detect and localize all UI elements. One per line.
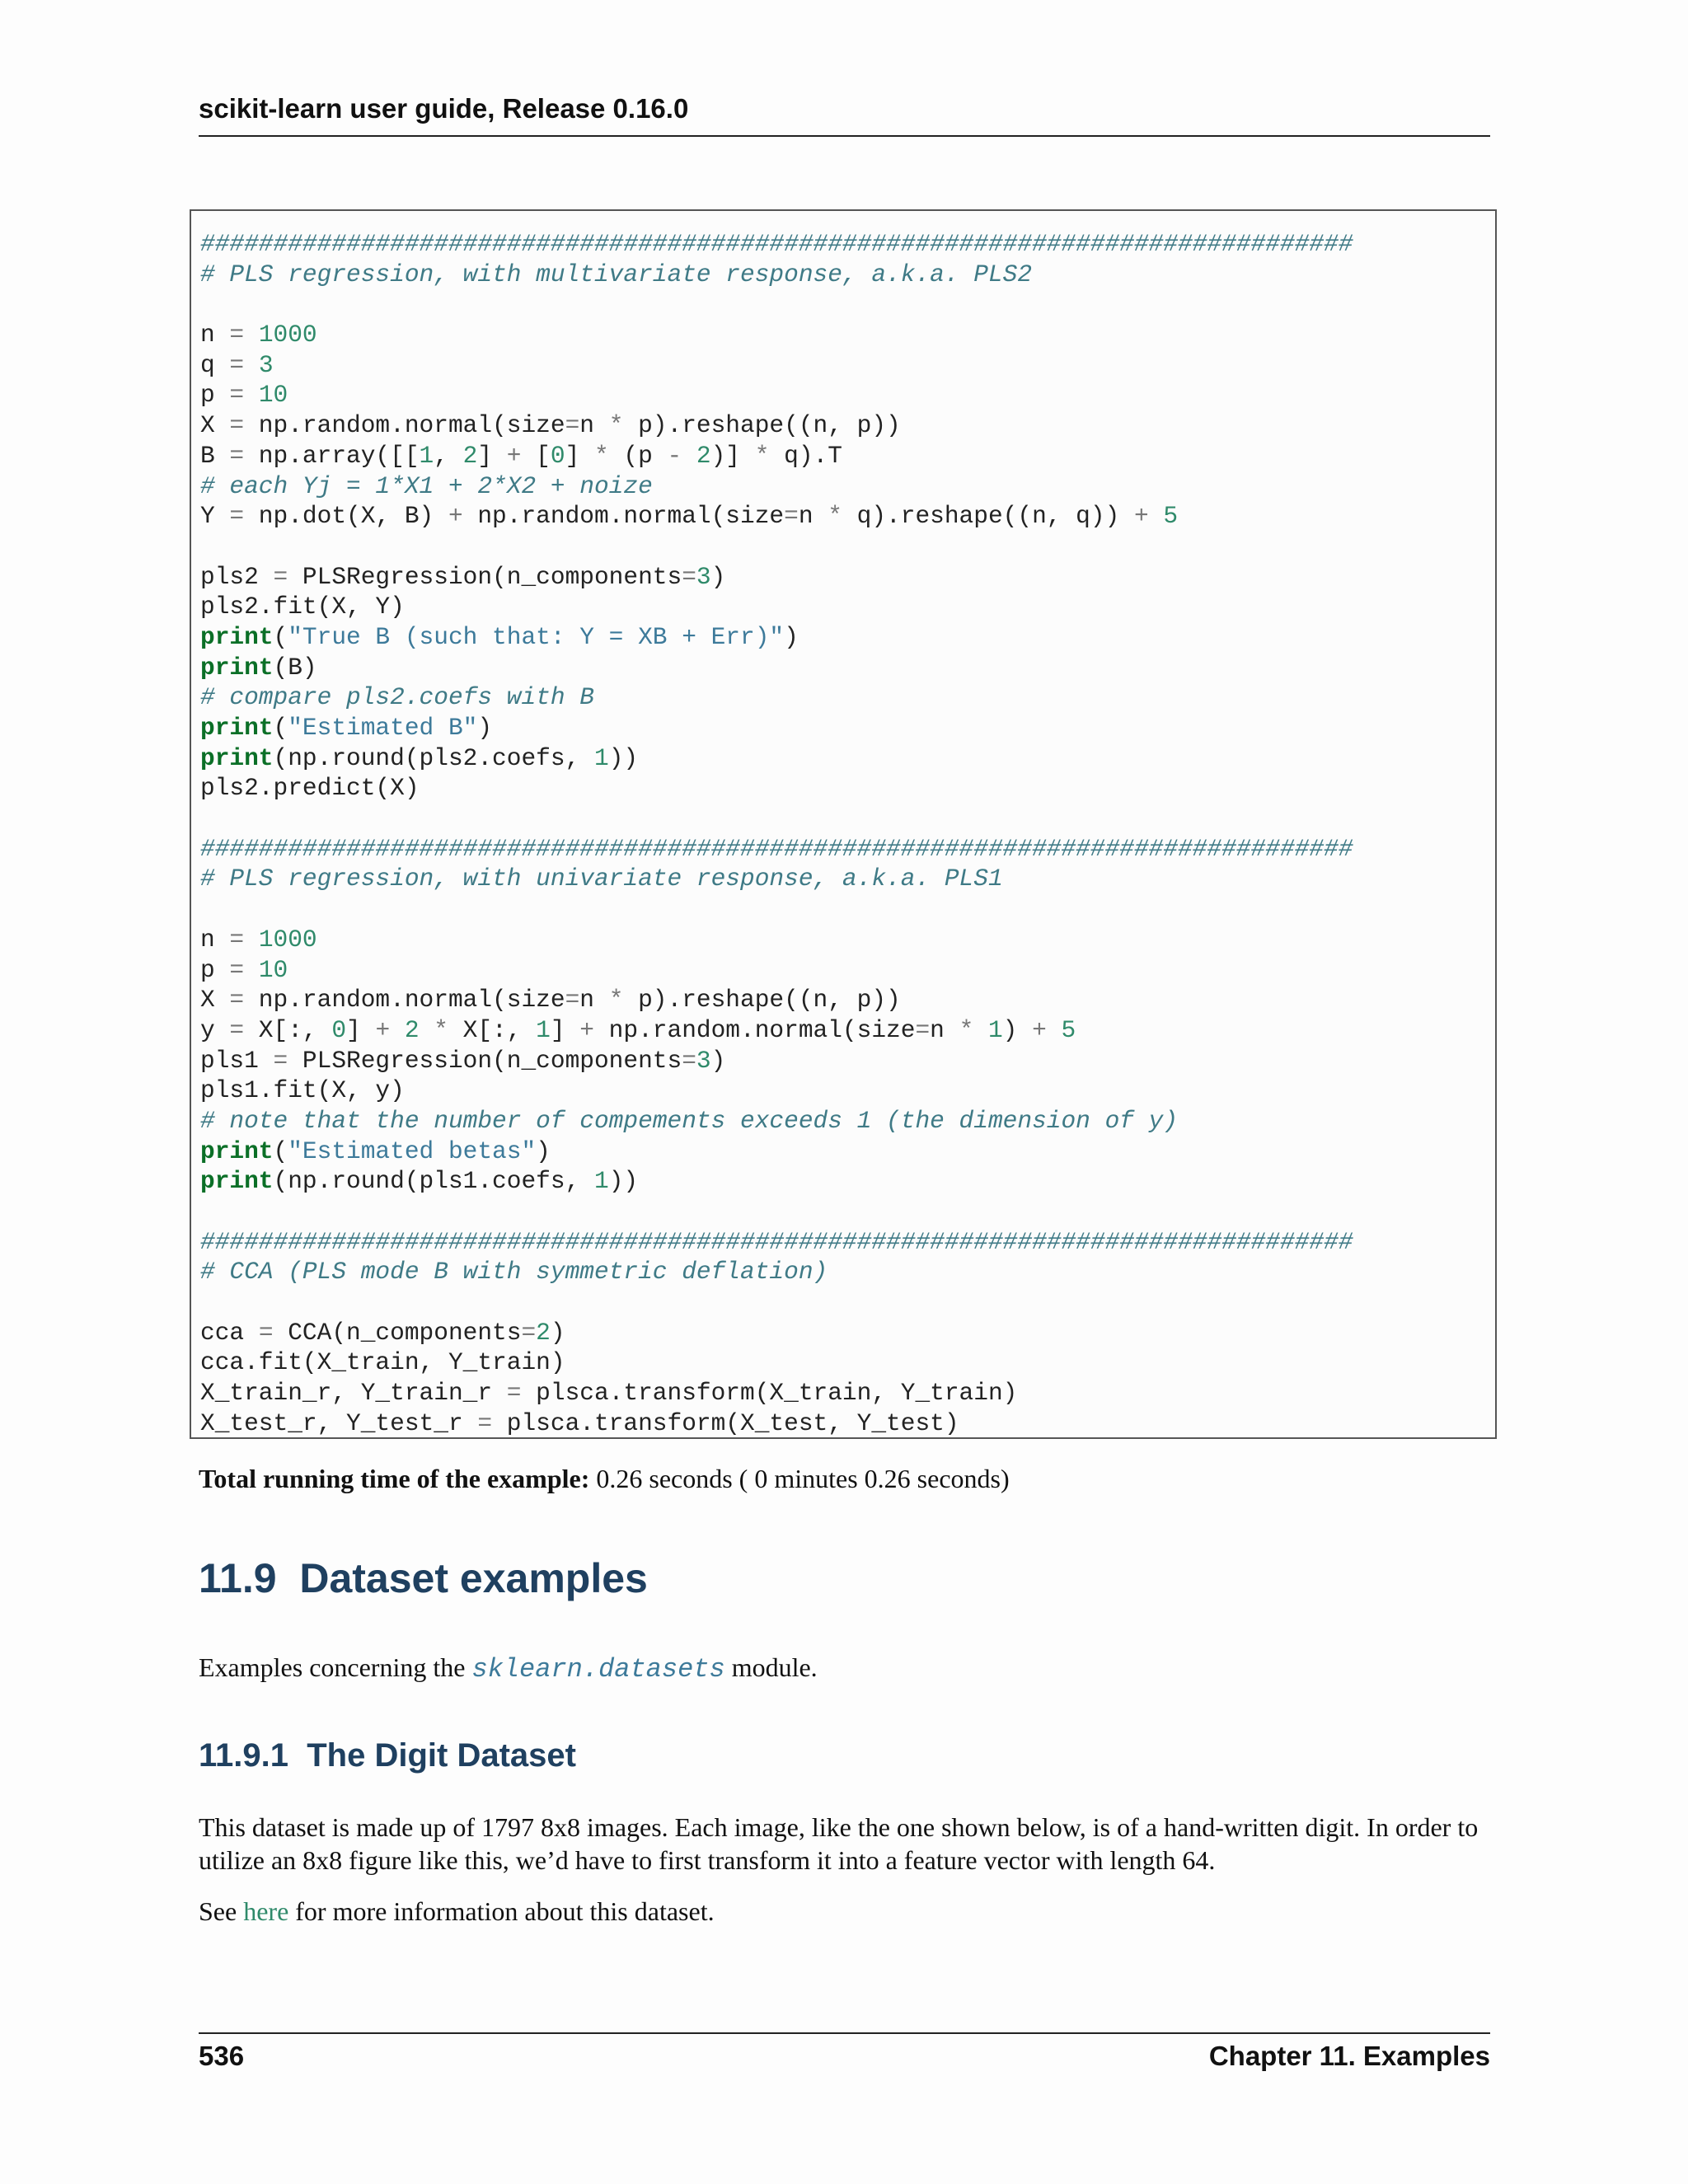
- code-token: "True B (such that: Y = XB + Err)": [288, 622, 785, 651]
- here-link[interactable]: here: [243, 1896, 289, 1926]
- section-intro-before: Examples concerning the: [199, 1652, 472, 1682]
- code-line: [200, 320, 1495, 350]
- code-block: [190, 209, 1497, 1439]
- code-line: [200, 592, 1495, 622]
- code-token: PLSRegression(n_components: [288, 562, 682, 591]
- code-line: [200, 804, 1495, 834]
- code-token: X: [200, 411, 230, 440]
- code-line: [200, 925, 1495, 955]
- runtime-note: [199, 1464, 1010, 1494]
- code-token: B: [200, 441, 230, 470]
- code-token: 3: [696, 562, 711, 591]
- code-token: +: [506, 441, 522, 470]
- code-line: [200, 1347, 1495, 1378]
- code-token: [1047, 1016, 1062, 1044]
- code-token: [420, 1016, 434, 1044]
- code-token: +: [1134, 502, 1149, 531]
- code-token: 5: [1061, 1015, 1076, 1044]
- code-token: *: [608, 411, 624, 440]
- code-token: -: [667, 441, 682, 470]
- code-token: X_test_r, Y_test_r: [200, 1408, 478, 1437]
- code-token: print: [200, 1137, 274, 1165]
- code-token: ]: [550, 1015, 580, 1044]
- code-token: 10: [258, 955, 288, 984]
- code-token: # PLS regression, with multivariate response, a.k.a. PLS2: [200, 260, 1033, 288]
- code-line: [200, 1106, 1495, 1137]
- code-token: =: [521, 1318, 537, 1347]
- code-token: cca.fit(X_train, Y_train): [200, 1348, 565, 1377]
- section-intro: [199, 1651, 1493, 1686]
- code-token: np.dot(X, B): [244, 502, 448, 531]
- code-token: X[:,: [244, 1015, 332, 1044]
- code-token: ]: [477, 441, 507, 470]
- subsection-title: The Digit Dataset: [307, 1737, 576, 1774]
- code-token: (p: [608, 441, 668, 470]
- code-listing: [200, 229, 1495, 1439]
- code-token: =: [477, 1408, 493, 1437]
- code-token: [973, 1016, 988, 1044]
- runtime-label: Total running time of the example:: [199, 1464, 590, 1493]
- code-token: p).reshape((n, p)): [623, 411, 901, 440]
- chapter-label: Chapter 11. Examples: [1208, 2041, 1490, 2071]
- code-token: [1149, 502, 1164, 530]
- code-token: =: [229, 925, 245, 954]
- code-token: np.random.normal(size: [462, 502, 785, 531]
- code-line: [200, 1137, 1495, 1167]
- code-token: q: [200, 350, 230, 379]
- code-token: "Estimated betas": [288, 1137, 537, 1165]
- code-token: ): [536, 1137, 551, 1165]
- code-token: =: [565, 986, 580, 1015]
- code-token: print: [200, 714, 274, 742]
- code-token: =: [915, 1015, 931, 1044]
- code-line: [200, 501, 1495, 532]
- code-token: n: [200, 321, 230, 349]
- code-line: [200, 350, 1495, 381]
- code-token: =: [682, 1046, 696, 1075]
- code-token: # compare pls2.coefs with B: [200, 683, 594, 712]
- code-token: X_train_r, Y_train_r: [200, 1379, 507, 1408]
- code-token: *: [434, 1015, 448, 1044]
- code-token: [244, 926, 259, 954]
- code-token: 0: [550, 441, 565, 470]
- code-token: # note that the number of compements exceeds 1 (the dimension of y): [200, 1106, 1179, 1135]
- code-token: Y: [200, 502, 230, 531]
- code-token: =: [258, 1318, 274, 1347]
- code-token: (: [273, 1137, 288, 1165]
- code-token: (np.round(pls2.coefs,: [273, 743, 594, 772]
- code-token: np.random.normal(size: [593, 1015, 916, 1044]
- code-token: (: [273, 714, 288, 742]
- code-line: [200, 1046, 1495, 1076]
- code-line: [200, 653, 1495, 683]
- code-token: ): [710, 562, 726, 591]
- section-number: 11.9: [199, 1555, 277, 1601]
- code-token: 3: [258, 350, 274, 379]
- subsection-number: 11.9.1: [199, 1737, 289, 1774]
- code-token: pls2.fit(X, Y): [200, 593, 405, 621]
- code-token: "Estimated B": [288, 714, 478, 742]
- code-line: [200, 260, 1495, 290]
- code-line: [200, 410, 1495, 441]
- code-token: )): [608, 1167, 639, 1196]
- code-token: 1: [593, 1167, 609, 1196]
- code-token: )]: [710, 441, 755, 470]
- subsection-heading: [199, 1737, 576, 1774]
- code-token: *: [959, 1015, 974, 1044]
- more-info-paragraph: [199, 1895, 1493, 1928]
- code-token: ###############################################################################: [200, 230, 1353, 258]
- code-token: print: [200, 743, 274, 772]
- code-token: (: [273, 622, 288, 651]
- code-token: [244, 381, 259, 409]
- code-token: 3: [696, 1046, 711, 1075]
- code-token: np.random.normal(size: [244, 986, 565, 1015]
- section-title: Dataset examples: [299, 1555, 648, 1601]
- code-token: =: [229, 350, 245, 379]
- code-token: p).reshape((n, p)): [623, 986, 901, 1015]
- code-token: n: [930, 1015, 959, 1044]
- code-token: pls2: [200, 562, 274, 591]
- code-token: n: [200, 925, 230, 954]
- code-token: q).reshape((n, q)): [842, 502, 1134, 531]
- code-token: [390, 1016, 405, 1044]
- code-line: [200, 1227, 1495, 1258]
- code-token: X: [200, 986, 230, 1015]
- code-token: +: [1032, 1015, 1047, 1044]
- code-token: =: [229, 986, 245, 1015]
- code-token: 1000: [258, 925, 317, 954]
- code-token: (B): [273, 653, 317, 682]
- code-token: [244, 351, 259, 379]
- code-token: plsca.transform(X_train, Y_train): [521, 1379, 1018, 1408]
- code-line: [200, 532, 1495, 562]
- code-token: pls1.fit(X, y): [200, 1076, 405, 1105]
- more-info-after: for more information about this dataset.: [288, 1896, 715, 1926]
- code-token: 2: [696, 441, 711, 470]
- code-token: [244, 321, 259, 349]
- runtime-value: 0.26 seconds ( 0 minutes 0.26 seconds): [589, 1464, 1010, 1493]
- code-line: [200, 1318, 1495, 1348]
- code-token: =: [229, 502, 245, 531]
- code-token: =: [273, 562, 288, 591]
- code-token: ###############################################################################: [200, 834, 1353, 863]
- code-token: cca: [200, 1318, 259, 1347]
- code-token: print: [200, 622, 274, 651]
- code-token: =: [682, 562, 696, 591]
- code-token: ###############################################################################: [200, 1227, 1353, 1256]
- code-token: ): [550, 1318, 565, 1347]
- code-token: 0: [331, 1015, 347, 1044]
- code-token: 1: [593, 743, 609, 772]
- code-token: q).T: [769, 441, 842, 470]
- code-token: p: [200, 955, 230, 984]
- code-token: 2: [536, 1318, 551, 1347]
- code-token: p: [200, 381, 230, 410]
- more-info-before: See: [199, 1896, 244, 1926]
- code-token: print: [200, 1167, 274, 1196]
- code-token: *: [754, 441, 770, 470]
- code-token: =: [506, 1379, 522, 1408]
- code-token: print: [200, 653, 274, 682]
- code-token: ): [710, 1046, 726, 1075]
- code-line: [200, 1257, 1495, 1287]
- code-token: +: [579, 1015, 594, 1044]
- code-token: 5: [1163, 502, 1179, 531]
- code-token: n: [579, 411, 609, 440]
- code-token: X[:,: [448, 1015, 537, 1044]
- code-token: [: [521, 441, 551, 470]
- code-line: [200, 834, 1495, 865]
- code-token: n: [798, 502, 828, 531]
- code-token: 1: [987, 1015, 1003, 1044]
- code-line: [200, 1378, 1495, 1408]
- code-token: CCA(n_components: [273, 1318, 522, 1347]
- code-token: (np.round(pls1.coefs,: [273, 1167, 594, 1196]
- code-token: pls1: [200, 1046, 274, 1075]
- code-token: 1: [419, 441, 434, 470]
- code-token: =: [565, 411, 580, 440]
- code-token: 10: [258, 381, 288, 410]
- code-line: [200, 894, 1495, 925]
- code-line: [200, 713, 1495, 743]
- code-line: [200, 622, 1495, 653]
- code-line: [200, 985, 1495, 1015]
- code-token: plsca.transform(X_test, Y_test): [492, 1408, 959, 1437]
- code-line: [200, 1166, 1495, 1197]
- code-token: 2: [404, 1015, 420, 1044]
- code-line: [200, 1076, 1495, 1106]
- code-token: 1000: [258, 321, 317, 349]
- code-token: =: [229, 1015, 245, 1044]
- code-token: ]: [346, 1015, 376, 1044]
- code-token: =: [229, 321, 245, 349]
- code-token: pls2.predict(X): [200, 774, 420, 803]
- code-line: [200, 229, 1495, 260]
- code-line: [200, 1408, 1495, 1439]
- code-token: =: [229, 441, 245, 470]
- code-line: [200, 441, 1495, 471]
- code-token: ): [477, 714, 493, 742]
- code-token: np.array([[: [244, 441, 420, 470]
- page-number: 536: [199, 2041, 245, 2071]
- code-line: [200, 471, 1495, 502]
- code-token: *: [828, 502, 842, 531]
- datasets-module-link[interactable]: sklearn.datasets: [471, 1654, 725, 1685]
- code-line: [200, 743, 1495, 774]
- code-token: =: [273, 1046, 288, 1075]
- code-token: =: [229, 955, 245, 984]
- code-token: +: [375, 1015, 391, 1044]
- code-token: [682, 442, 696, 470]
- dataset-description: This dataset is made up of 1797 8x8 images. Each image, like the one shown below, is of a hand-written digit. In order to utilize an 8x8 figure like this, we’d have to first transform it into a feature vector with length 64.: [199, 1812, 1479, 1875]
- code-token: # CCA (PLS mode B with symmetric deflation): [200, 1258, 828, 1286]
- code-line: [200, 289, 1495, 320]
- section-heading: [199, 1554, 648, 1602]
- code-line: [200, 562, 1495, 593]
- code-token: ]: [565, 441, 594, 470]
- section-intro-after: module.: [724, 1652, 818, 1682]
- code-line: [200, 682, 1495, 713]
- code-token: ): [1002, 1015, 1033, 1044]
- code-line: [200, 773, 1495, 804]
- code-token: 2: [462, 441, 478, 470]
- page-footer: [199, 2032, 1490, 2072]
- code-line: [200, 955, 1495, 986]
- running-header: scikit-learn user guide, Release 0.16.0: [199, 91, 1490, 137]
- code-token: n: [579, 986, 609, 1015]
- code-token: =: [229, 411, 245, 440]
- code-token: y: [200, 1015, 230, 1044]
- code-token: *: [608, 986, 624, 1015]
- code-token: ): [784, 622, 799, 651]
- code-token: +: [448, 502, 463, 531]
- code-token: [244, 956, 259, 984]
- code-line: [200, 1197, 1495, 1227]
- code-token: np.random.normal(size: [244, 411, 565, 440]
- code-token: )): [608, 743, 639, 772]
- code-line: [200, 380, 1495, 410]
- code-token: 1: [536, 1015, 551, 1044]
- code-token: # each Yj = 1*X1 + 2*X2 + noize: [200, 471, 653, 500]
- code-token: *: [593, 441, 609, 470]
- code-token: ,: [434, 441, 463, 470]
- code-token: PLSRegression(n_components: [288, 1046, 682, 1075]
- code-line: [200, 864, 1495, 894]
- code-token: # PLS regression, with univariate response, a.k.a. PLS1: [200, 865, 1003, 893]
- code-token: =: [784, 502, 799, 531]
- code-line: [200, 1015, 1495, 1046]
- code-token: =: [229, 381, 245, 410]
- code-line: [200, 1287, 1495, 1318]
